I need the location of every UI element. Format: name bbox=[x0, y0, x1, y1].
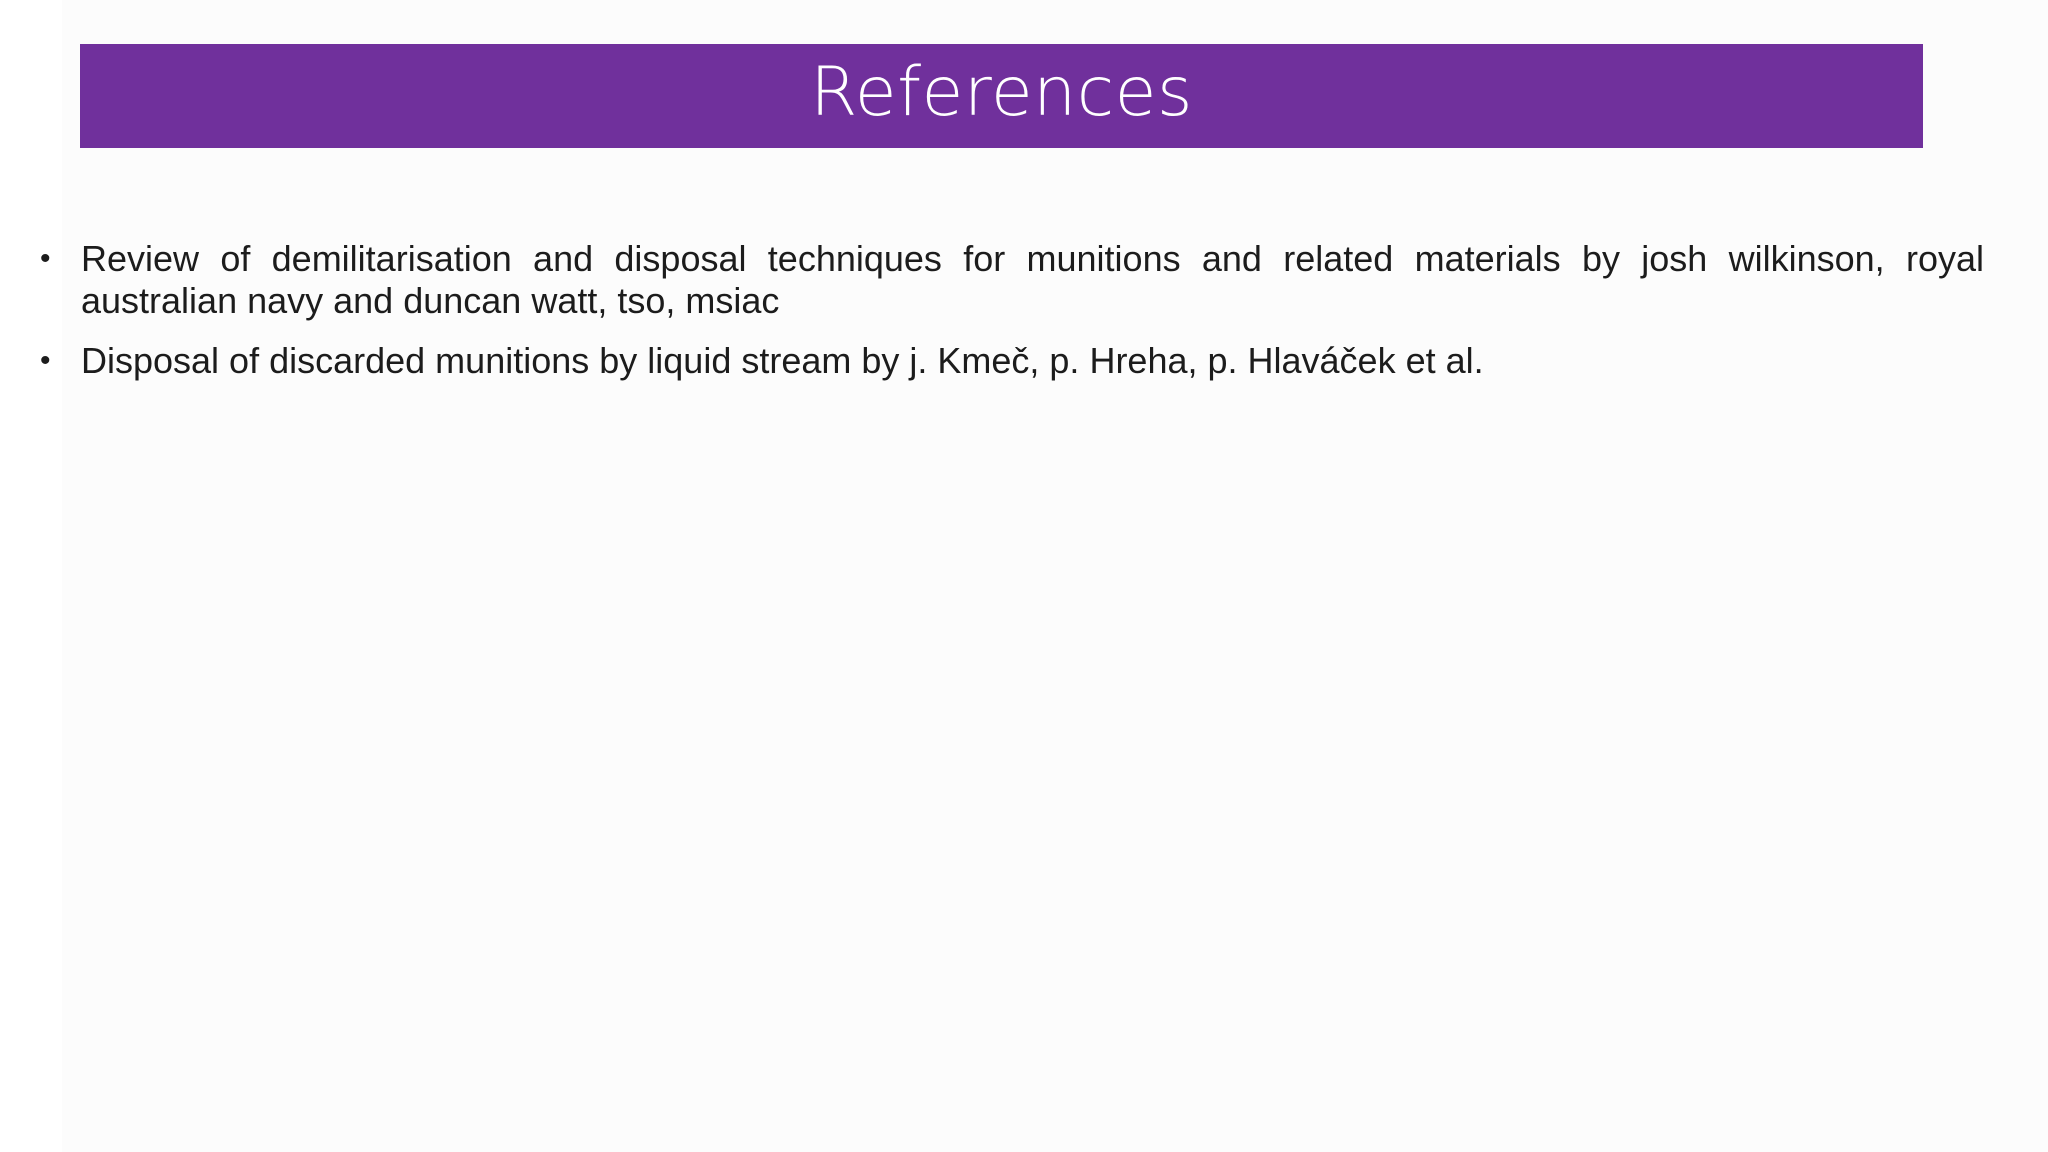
bullet-icon: • bbox=[40, 344, 51, 377]
slide-title: References bbox=[810, 53, 1193, 132]
reference-text: Review of demilitarisation and disposal techniques for munitions and related materials by josh wilkinson, royal australian navy and duncan watt, tso, msiac bbox=[81, 238, 1984, 321]
reference-item bbox=[40, 238, 1984, 322]
title-bar bbox=[80, 44, 1923, 148]
content-panel bbox=[62, 0, 2048, 1152]
bullet-icon: • bbox=[40, 242, 51, 275]
reference-item bbox=[40, 340, 1984, 382]
reference-text: Disposal of discarded munitions by liquid stream by j. Kmeč, p. Hreha, p. Hlaváček et al. bbox=[81, 340, 1484, 381]
reference-list bbox=[40, 238, 1984, 400]
